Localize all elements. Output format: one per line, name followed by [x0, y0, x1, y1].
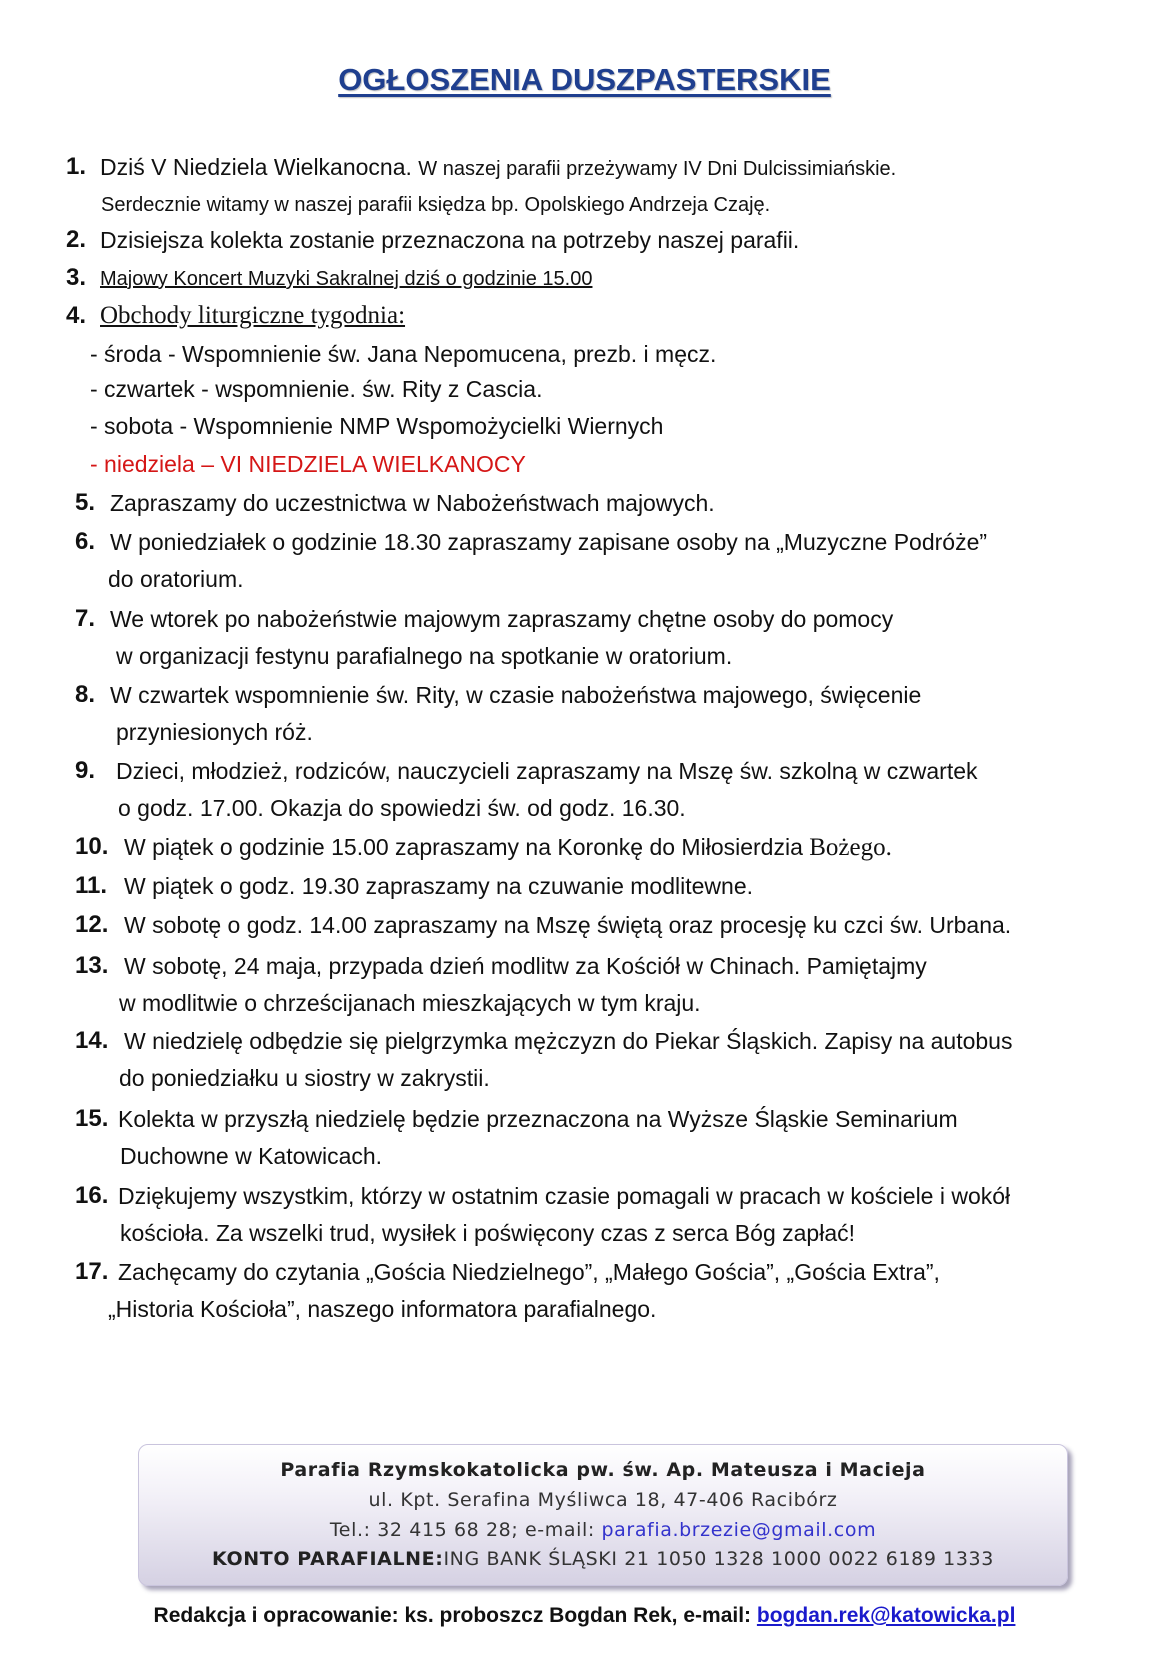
- item-line: W piątek o godz. 19.30 zapraszamy na czuwanie modlitewne.: [124, 873, 753, 899]
- parish-account: [139, 1548, 1067, 1570]
- item-number: 9.: [75, 757, 96, 784]
- item-number: 15.: [75, 1105, 109, 1132]
- item-line: do poniedziałku u siostry w zakrystii.: [119, 1065, 490, 1091]
- item-number: 17.: [75, 1258, 109, 1285]
- item-text: W naszej parafii przeżywamy IV Dni Dulcissimiańskie.: [418, 158, 897, 180]
- account-label: KONTO PARAFIALNE:: [212, 1548, 444, 1570]
- item-line: [124, 833, 892, 862]
- item-line: o godz. 17.00. Okazja do spowiedzi św. od godz. 16.30.: [118, 795, 686, 821]
- item-text: Bożego.: [809, 834, 892, 861]
- item-line: Dzisiejsza kolekta zostanie przeznaczona na potrzeby naszej parafii.: [100, 227, 800, 253]
- item-line: przyniesionych róż.: [116, 719, 313, 745]
- observance-line: - sobota - Wspomnienie NMP Wspomożycielki Wiernych: [90, 413, 664, 439]
- item-line: Dziękujemy wszystkim, którzy w ostatnim czasie pomagali w pracach w kościele i wokół: [118, 1183, 1011, 1209]
- item-number: 1.: [66, 153, 87, 180]
- parish-info-box: [138, 1444, 1068, 1586]
- item-line: W niedzielę odbędzie się pielgrzymka mężczyzn do Piekar Śląskich. Zapisy na autobus: [124, 1028, 1013, 1054]
- item-line: W sobotę o godz. 14.00 zapraszamy na Mszę świętą oraz procesję ku czci św. Urbana.: [124, 912, 1012, 938]
- parish-address: ul. Kpt. Serafina Myśliwca 18, 47-406 Racibórz: [368, 1489, 838, 1511]
- item-line: „Historia Kościoła”, naszego informatora parafialnego.: [108, 1296, 657, 1322]
- item-number: 8.: [75, 681, 96, 708]
- item-line: Kolekta w przyszłą niedzielę będzie przeznaczona na Wyższe Śląskie Seminarium: [118, 1106, 958, 1132]
- item-number: 16.: [75, 1182, 109, 1209]
- item-line: [100, 153, 896, 183]
- announcement-title: OGŁOSZENIA DUSZPASTERSKIE: [338, 62, 831, 97]
- item-number: 5.: [75, 489, 96, 516]
- item-number: 4.: [66, 302, 87, 329]
- item-line: Serdecznie witamy w naszej parafii księdza bp. Opolskiego Andrzeja Czaję.: [101, 194, 771, 216]
- item-number: 7.: [75, 605, 96, 632]
- account-number: ING BANK ŚLĄSKI 21 1050 1328 1000 0022 6189 1333: [443, 1548, 994, 1570]
- editor-credit: [0, 1604, 1169, 1628]
- item-line: Duchowne w Katowicach.: [120, 1143, 383, 1169]
- item-number: 10.: [75, 833, 109, 860]
- editor-label: Redakcja i opracowanie: ks. proboszcz Bogdan Rek, e-mail:: [153, 1604, 752, 1627]
- item-line: We wtorek po nabożeństwie majowym zapraszamy chętne osoby do pomocy: [110, 606, 894, 632]
- parish-contact: [139, 1519, 1067, 1541]
- item-line: Dzieci, młodzież, rodziców, nauczycieli zapraszamy na Mszę św. szkolną w czwartek: [116, 758, 978, 784]
- item-number: 3.: [66, 264, 87, 291]
- item-line: Obchody liturgiczne tygodnia:: [100, 302, 406, 329]
- item-line: W poniedziałek o godzinie 18.30 zapraszamy zapisane osoby na „Muzyczne Podróże”: [110, 529, 988, 555]
- item-number: 14.: [75, 1027, 109, 1054]
- item-text: W piątek o godzinie 15.00 zapraszamy na Koronkę do Miłosierdzia: [124, 834, 803, 860]
- phone-label: Tel.: 32 415 68 28; e-mail:: [329, 1519, 595, 1541]
- item-number: 2.: [66, 226, 87, 253]
- item-line: do oratorium.: [108, 566, 244, 592]
- observance-line: - czwartek - wspomnienie. św. Rity z Cascia.: [90, 376, 543, 402]
- item-number: 13.: [75, 952, 109, 979]
- item-line: Zachęcamy do czytania „Gościa Niedzielnego”, „Małego Gościa”, „Gościa Extra”,: [118, 1259, 940, 1285]
- item-line: W czwartek wspomnienie św. Rity, w czasie nabożeństwa majowego, święcenie: [110, 682, 922, 708]
- item-number: 12.: [75, 911, 109, 938]
- item-line: w organizacji festynu parafialnego na spotkanie w oratorium.: [116, 643, 733, 669]
- editor-email-link[interactable]: bogdan.rek@katowicka.pl: [756, 1604, 1016, 1627]
- item-number: 6.: [75, 528, 96, 555]
- parish-name: Parafia Rzymskokatolicka pw. św. Ap. Mateusza i Macieja: [280, 1459, 926, 1481]
- item-text: Dziś V Niedziela Wielkanocna.: [100, 154, 412, 180]
- parish-email[interactable]: parafia.brzezie@gmail.com: [601, 1519, 877, 1541]
- item-line: W sobotę, 24 maja, przypada dzień modlitw za Kościół w Chinach. Pamiętajmy: [124, 953, 927, 979]
- item-number: 11.: [75, 872, 108, 899]
- observance-line: - środa - Wspomnienie św. Jana Nepomucena, prezb. i męcz.: [90, 341, 717, 367]
- item-line: Zapraszamy do uczestnictwa w Nabożeństwach majowych.: [110, 490, 715, 516]
- observance-line-highlight: - niedziela – VI NIEDZIELA WIELKANOCY: [90, 451, 526, 477]
- item-line: w modlitwie o chrześcijanach mieszkających w tym kraju.: [119, 990, 701, 1016]
- item-line: Majowy Koncert Muzyki Sakralnej dziś o godzinie 15.00: [100, 268, 593, 290]
- item-line: kościoła. Za wszelki trud, wysiłek i poświęcony czas z serca Bóg zapłać!: [120, 1220, 856, 1246]
